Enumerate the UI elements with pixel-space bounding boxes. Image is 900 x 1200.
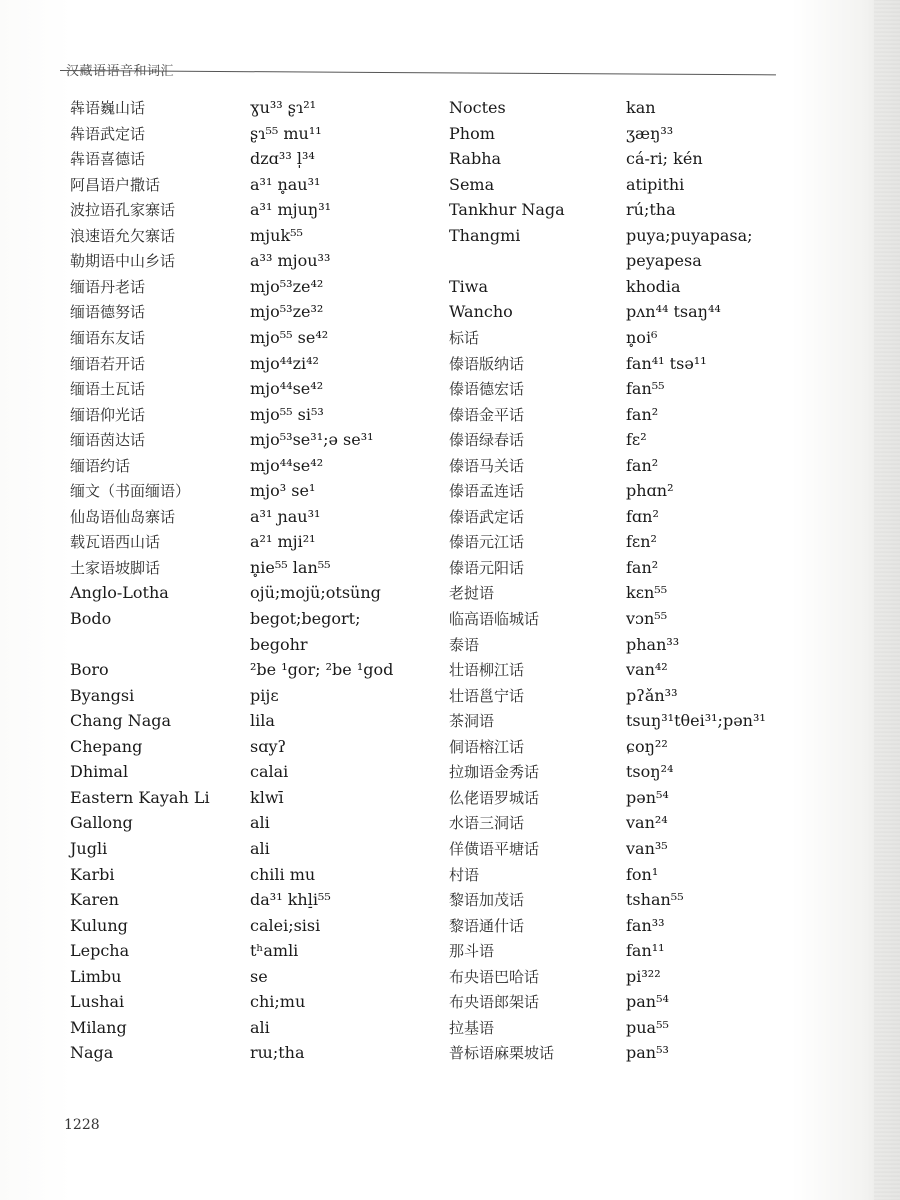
language-name: 阿昌语户撒话	[70, 175, 161, 194]
word-form: rɯ;tha	[250, 1043, 305, 1063]
language-name: 标话	[449, 328, 480, 347]
language-name: 拉基语	[449, 1018, 495, 1037]
language-name: 土家语坡脚话	[70, 558, 161, 577]
word-form: mjuk⁵⁵	[250, 225, 303, 245]
word-form: mjo⁴⁴se⁴²	[250, 379, 324, 399]
word-form: a³¹ ɲau³¹	[250, 506, 321, 526]
word-form: pan⁵³	[626, 1043, 669, 1063]
language-name: Kulung	[70, 915, 128, 935]
language-name: 缅语茵达话	[70, 431, 146, 450]
language-name: 普标语麻栗坡话	[449, 1044, 555, 1063]
language-name: 拉珈语金秀话	[449, 763, 540, 782]
language-name: Chang Naga	[70, 711, 172, 731]
language-name: Sema	[449, 174, 495, 194]
word-form: fɑn²	[626, 506, 659, 526]
language-name: Thangmi	[449, 225, 521, 245]
language-name: 黎语加茂话	[449, 891, 525, 910]
word-form: fan²	[626, 404, 659, 424]
word-form: ojü;mojü;otsüng	[250, 583, 381, 603]
language-name: 缅语土瓦话	[70, 380, 146, 399]
word-form: tshan⁵⁵	[626, 890, 684, 910]
language-name: 佯僙语平塘话	[449, 839, 540, 858]
word-form: pən⁵⁴	[626, 787, 669, 807]
word-form: cá-ri; kén	[626, 149, 703, 169]
language-name: 傣语武定话	[449, 507, 525, 526]
language-name: Milang	[70, 1017, 127, 1037]
language-name: 茶洞语	[449, 712, 495, 731]
word-form: fɛ²	[626, 430, 647, 450]
word-form: phan³³	[626, 634, 680, 654]
word-form: fon¹	[626, 864, 659, 884]
word-form: ali	[250, 1017, 270, 1037]
language-name: Chepang	[70, 736, 143, 756]
word-form: fan⁵⁵	[626, 379, 665, 399]
language-name: 黎语通什话	[449, 916, 525, 935]
language-name: Eastern Kayah Li	[70, 787, 210, 807]
word-form: kan	[626, 98, 656, 117]
word-form: vɔn⁵⁵	[626, 609, 668, 628]
running-head: 汉藏语语音和词汇	[66, 64, 175, 79]
language-name: 缅语约话	[70, 456, 131, 475]
word-form: a³¹ n̥au³¹	[250, 174, 321, 194]
language-name: 老挝语	[449, 584, 495, 603]
word-form: pua⁵⁵	[626, 1017, 669, 1037]
language-name: 傣语德宏话	[449, 380, 525, 399]
language-name: Jugli	[70, 838, 108, 858]
language-name: Lushai	[70, 992, 125, 1012]
language-name: Boro	[70, 660, 109, 680]
word-form: mjo⁴⁴zi⁴²	[250, 353, 319, 373]
word-form: fan³³	[626, 915, 665, 935]
word-form: ali	[250, 813, 270, 833]
word-form: tsoŋ²⁴	[626, 762, 674, 782]
word-form: a³¹ mjuŋ³¹	[250, 200, 332, 220]
word-form: pi³²²	[626, 966, 661, 986]
language-name: 缅语若开话	[70, 354, 146, 373]
word-form: tsuŋ³¹tθei³¹;pən³¹	[626, 711, 766, 731]
word-form: dzɑ³³ l̩³⁴	[250, 149, 315, 169]
word-form: mjo⁵³ze⁴²	[250, 276, 324, 296]
word-form: calei;sisi	[250, 915, 321, 935]
word-form: n̥ie⁵⁵ lan⁵⁵	[250, 557, 331, 577]
language-name: 布央语郎架话	[449, 993, 540, 1012]
language-name: 傣语马关话	[449, 456, 525, 475]
language-name: 仙岛语仙岛寨话	[70, 507, 176, 526]
word-form: da³¹ khl̠i⁵⁵	[250, 890, 331, 910]
language-name: 缅语丹老话	[70, 277, 146, 296]
language-name: Bodo	[70, 609, 112, 628]
word-form: mjo³ se¹	[250, 481, 316, 501]
word-form: fan²	[626, 455, 659, 475]
word-form: rú;tha	[626, 200, 676, 220]
word-form: mjo⁵⁵ si⁵³	[250, 404, 324, 424]
language-name: 浪速语允欠寨话	[70, 226, 176, 245]
language-name: 水语三洞话	[449, 814, 525, 833]
language-name: 傣语金平话	[449, 405, 525, 424]
word-form: pʌn⁴⁴ tsaŋ⁴⁴	[626, 302, 721, 322]
word-form: pʔǎn³³	[626, 685, 678, 705]
word-form: phɑn²	[626, 481, 674, 501]
language-name: Gallong	[70, 813, 133, 833]
language-name: 那斗语	[449, 942, 495, 961]
language-name: Tankhur Naga	[449, 200, 565, 220]
language-name: 缅语东友话	[70, 328, 146, 347]
word-form: se	[250, 966, 268, 986]
word-form: n̥oi⁶	[626, 327, 658, 347]
word-form: chili mu	[250, 864, 316, 884]
word-form: a³³ mjou³³	[250, 251, 331, 271]
word-form: mjo⁵³se³¹;ə se³¹	[250, 430, 374, 450]
word-form: calai	[250, 762, 289, 782]
language-name: 缅语仰光话	[70, 405, 146, 424]
language-name: 布央语巴哈话	[449, 967, 540, 986]
word-form: begot;begort;	[250, 609, 361, 628]
word-form: ali	[250, 838, 270, 858]
language-name: Karen	[70, 890, 119, 910]
word-form: van²⁴	[626, 813, 668, 833]
word-form: atipithi	[626, 174, 685, 194]
language-name: Phom	[449, 123, 495, 143]
language-name: Wancho	[449, 302, 513, 322]
word-form: chi;mu	[250, 992, 306, 1012]
page-edge-shadow	[874, 0, 900, 1200]
word-form: begohr	[250, 634, 308, 654]
language-name: 仫佬语罗城话	[449, 788, 540, 807]
language-name: 勒期语中山乡话	[70, 252, 176, 271]
language-name: 壮语柳江话	[449, 661, 525, 680]
word-form: sɑyʔ	[250, 736, 287, 756]
language-name: 侗语榕江话	[449, 737, 525, 756]
language-name: Noctes	[449, 98, 506, 117]
word-form: ɕoŋ²²	[626, 736, 668, 756]
language-name: Limbu	[70, 966, 122, 986]
language-name: Naga	[70, 1043, 114, 1063]
language-name: 村语	[449, 865, 480, 884]
word-form: a²¹ mji²¹	[250, 532, 316, 552]
word-form: kɛn⁵⁵	[626, 583, 668, 603]
word-form: khodia	[626, 276, 681, 296]
language-name: 泰语	[449, 635, 480, 654]
language-name: 缅文（书面缅语）	[70, 482, 191, 501]
language-name: 傣语孟连话	[449, 482, 525, 501]
language-name: Anglo-Lotha	[70, 583, 169, 603]
word-form: fɛn²	[626, 532, 657, 552]
word-form: puya;puyapasa;	[626, 225, 753, 245]
word-form: lila	[250, 711, 275, 731]
language-name: 犇语巍山话	[70, 99, 146, 117]
language-name: Tiwa	[449, 276, 489, 296]
language-name: 犇语喜德话	[70, 150, 146, 169]
language-name: Karbi	[70, 864, 115, 884]
word-form: ʂɿ⁵⁵ mu¹¹	[250, 123, 322, 143]
language-name: 傣语版纳话	[449, 354, 525, 373]
word-form: pan⁵⁴	[626, 992, 669, 1012]
language-name: 缅语德努话	[70, 303, 146, 322]
word-form: ɣu³³ ʂɿ²¹	[250, 98, 317, 117]
language-name: 载瓦语西山话	[70, 533, 161, 552]
language-name: Byangsi	[70, 685, 135, 705]
language-name: 犇语武定话	[70, 124, 146, 143]
word-form: tʰamli	[250, 941, 299, 961]
word-form: mjo⁴⁴se⁴²	[250, 455, 324, 475]
language-name: Lepcha	[70, 941, 130, 961]
word-form: ²be ¹gor; ²be ¹god	[250, 660, 394, 680]
language-name: 壮语邕宁话	[449, 686, 525, 705]
page-number: 1228	[64, 1117, 100, 1133]
word-form: peyapesa	[626, 251, 702, 271]
word-form: klwī	[250, 787, 284, 807]
language-name: 傣语绿春话	[449, 431, 525, 450]
word-form: van³⁵	[626, 838, 668, 858]
language-name: Dhimal	[70, 762, 129, 782]
word-form: mjo⁵³ze³²	[250, 302, 324, 322]
word-form: ʒæŋ³³	[626, 123, 674, 143]
language-name: 临高语临城话	[449, 610, 540, 628]
language-name: 波拉语孔家寨话	[70, 201, 176, 220]
word-form: fan¹¹	[626, 941, 665, 961]
word-form: fan⁴¹ tsə¹¹	[626, 353, 707, 373]
language-name: 傣语元阳话	[449, 558, 525, 577]
word-form: mjo⁵⁵ se⁴²	[250, 327, 329, 347]
word-form: pijɛ	[250, 685, 279, 705]
language-name: Rabha	[449, 149, 502, 169]
language-name: 傣语元江话	[449, 533, 525, 552]
word-form: fan²	[626, 557, 659, 577]
word-form: van⁴²	[626, 660, 668, 680]
